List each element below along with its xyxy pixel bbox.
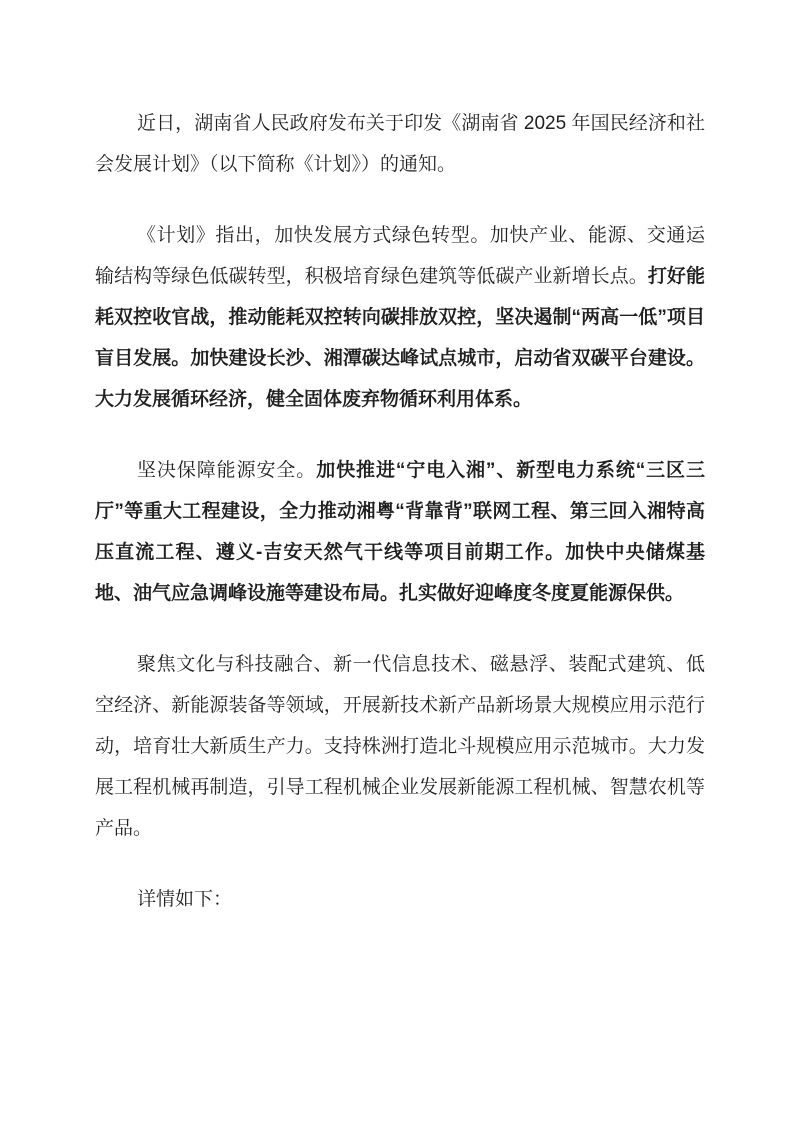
bold-text-run: 打好能耗双控收官战，推动能耗双控转向碳排放双控，坚决遏制“两高一低”项目盲目发展。加快建设长沙、湘潭碳达峰试点城市，启动省双碳平台建设。大力发展循环经济，健全固体废弃物循环利用体系。 (95, 266, 705, 410)
paragraph (95, 103, 705, 185)
text-run: 《计划》指出，加快发展方式绿色转型。加快产业、能源、交通运输结构等绿色低碳转型，积极培育绿色建筑等低碳产业新增长点。 (95, 225, 705, 287)
paragraph (95, 450, 705, 614)
paragraph (95, 879, 705, 920)
paragraph (95, 215, 705, 420)
text-run: 坚决保障能源安全。 (137, 460, 317, 481)
text-run: 详情如下： (137, 889, 233, 910)
bold-text-run: 加快推进“宁电入湘”、新型电力系统“三区三厅”等重大工程建设，全力推动湘粤“背靠背”联网工程、第三回入湘特高压直流工程、遵义-吉安天然气干线等项目前期工作。加快中央储煤基地、油气应急调峰设施等建设布局。扎实做好迎峰度冬度夏能源保供。 (95, 460, 705, 604)
text-run: 聚焦文化与科技融合、新一代信息技术、磁悬浮、装配式建筑、低空经济、新能源装备等领域，开展新技术新产品新场景大规模应用示范行动，培育壮大新质生产力。支持株洲打造北斗规模应用示范城市。大力发展工程机械再制造，引导工程机械企业发展新能源工程机械、智慧农机等产品。 (95, 654, 705, 839)
text-run: 近日，湖南省人民政府发布关于印发《湖南省 2025 年国民经济和社会发展计划》（以下简称《计划》）的通知。 (95, 113, 705, 175)
paragraph (95, 644, 705, 849)
